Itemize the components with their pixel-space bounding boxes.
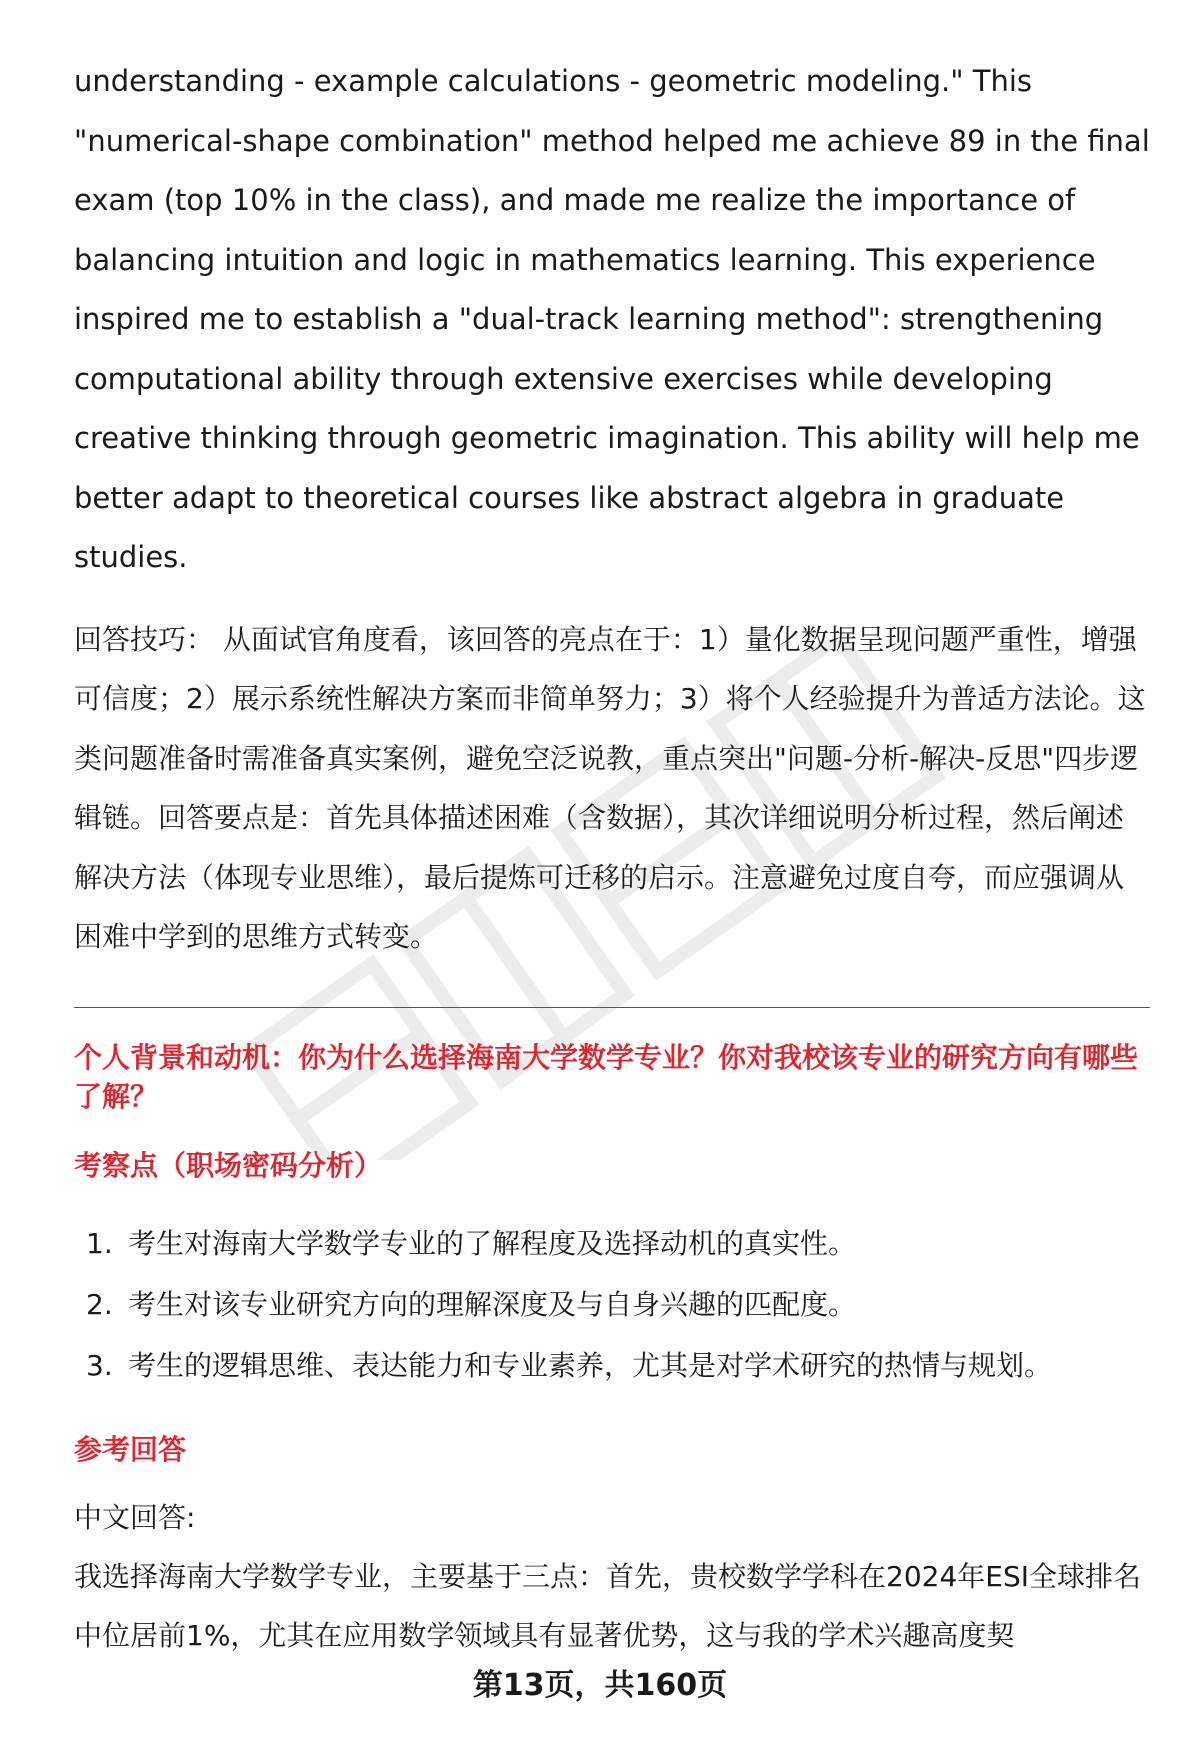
list-item-text: 考生对该专业研究方向的理解深度及与自身兴趣的匹配度。 <box>128 1287 857 1321</box>
list-item-number: 2. <box>86 1287 113 1321</box>
analysis-heading: 考察点（职场密码分析） <box>74 1148 383 1182</box>
answer-paragraph: 我选择海南大学数学专业，主要基于三点：首先，贵校数学学科在2024年ESI全球排名中位居前1%，尤其在应用数学领域具有显著优势，这与我的学术兴趣高度契 <box>74 1559 1141 1652</box>
list-item <box>74 1335 1150 1396</box>
list-item <box>74 1274 1150 1335</box>
intro-paragraph: understanding - example calculations - geometric modeling." This "numerical-shape combination" method helped me achieve 89 in the final exam (top 10% in the class), and made me realize the importance of balancing intuition and logic in mathematics learning. This experience inspired me to establish a "dual-track learning method": strengthening computational ability through extensive exercises while developing creative thinking through geometric imagination. This ability will help me better adapt to theoretical courses like abstract algebra in graduate studies. <box>74 64 1150 574</box>
list-item-text: 考生对海南大学数学专业的了解程度及选择动机的真实性。 <box>128 1226 857 1260</box>
section-divider <box>74 1007 1150 1008</box>
list-item-number: 1. <box>86 1226 113 1260</box>
reference-answer-heading: 参考回答 <box>74 1432 187 1466</box>
answer-tip-paragraph: 回答技巧： 从面试官角度看，该回答的亮点在于：1）量化数据呈现问题严重性，增强可信度；2）展示系统性解决方案而非简单努力；3）将个人经验提升为普适方法论。这类问题准备时需准备真实案例，避免空泛说教，重点突出"问题-分析-解决-反思"四步逻辑链。回答要点是：首先具体描述困难（含数据），其次详细说明分析过程，然后阐述解决方法（体现专业思维），最后提炼可迁移的启示。注意避免过度自夸，而应强调从困难中学到的思维方式转变。 <box>74 622 1146 953</box>
list-item-text: 考生的逻辑思维、表达能力和专业素养，尤其是对学术研究的热情与规划。 <box>128 1348 1053 1382</box>
list-item <box>74 1213 1150 1274</box>
analysis-points-list <box>74 1213 1150 1396</box>
question-heading: 个人背景和动机：你为什么选择海南大学数学专业？你对我校该专业的研究方向有哪些了解？ <box>74 1040 1139 1113</box>
chinese-answer-label: 中文回答: <box>74 1500 196 1534</box>
list-item-number: 3. <box>86 1348 113 1382</box>
main-content <box>74 52 1150 1666</box>
page-number-footer: 第13页，共160页 <box>472 1668 728 1703</box>
